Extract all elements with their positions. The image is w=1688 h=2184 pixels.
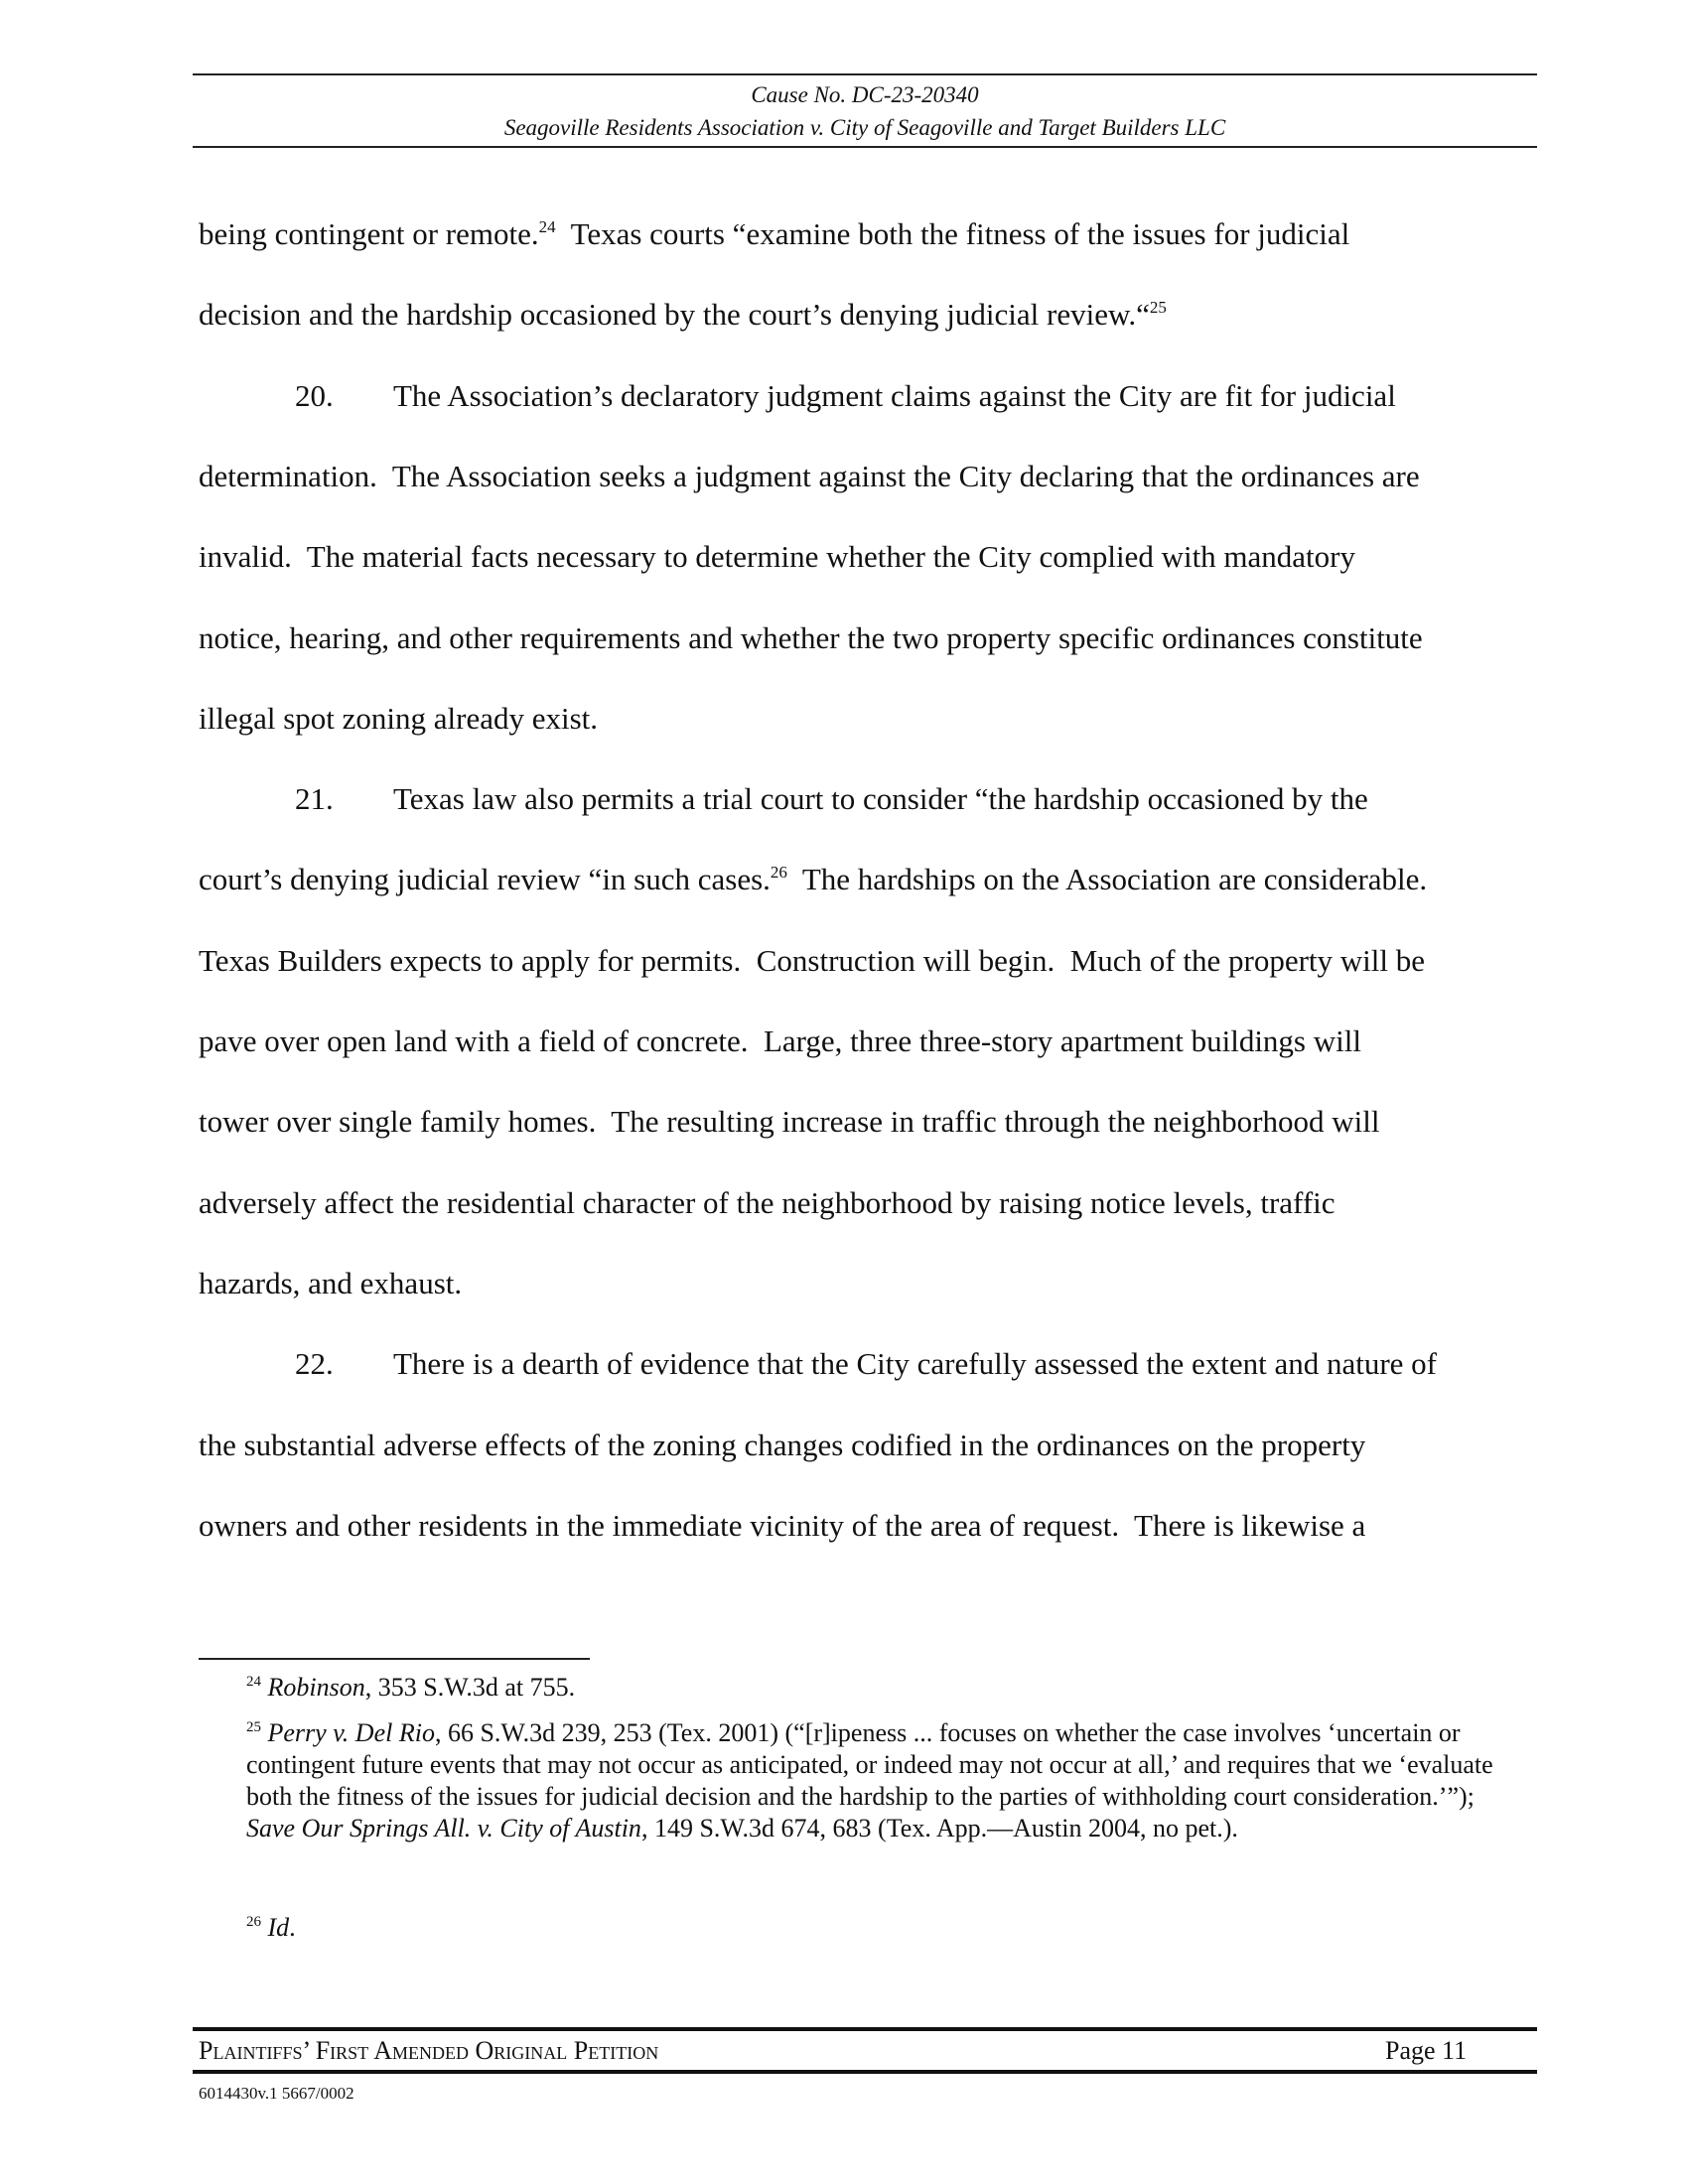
footnote-26 <box>199 1912 1529 1944</box>
body-text-span: The hardships on the Association are considerable. <box>786 862 1428 896</box>
citation-text: , 353 S.W.3d at 755. <box>364 1673 576 1702</box>
citation-text: . <box>289 1913 296 1942</box>
document-title: Plaintiffs’ First Amended Original Petition <box>199 2036 659 2065</box>
body-line: determination. The Association seeks a judgment against the City declaring that the ordinances are <box>199 459 1420 493</box>
body-text-span: decision and the hardship occasioned by the court’s denying judicial review.“ <box>199 297 1150 332</box>
case-caption: Seagoville Residents Association v. City of Seagoville and Target Builders LLC <box>503 115 1226 140</box>
page-number: Page 11 <box>1385 2036 1468 2065</box>
body-line: hazards, and exhaust. <box>199 1266 463 1300</box>
footnote-reference: 25 <box>1149 298 1167 317</box>
body-line: the substantial adverse effects of the zoning changes codified in the ordinances on the property <box>199 1428 1366 1462</box>
body-text-span: being contingent or remote. <box>199 216 539 251</box>
header-rule-bottom <box>193 146 1537 148</box>
footnote-reference: 26 <box>770 863 787 882</box>
body-line: Texas Builders expects to apply for permits. Construction will begin. Much of the property will be <box>199 943 1426 978</box>
header-rule-top <box>193 73 1537 75</box>
footnote-number: 26 <box>246 1914 261 1930</box>
body-line: invalid. The material facts necessary to determine whether the City complied with mandatory <box>199 539 1355 574</box>
body-line: The Association’s declaratory judgment claims against the City are fit for judicial <box>393 378 1396 413</box>
case-name: Id <box>267 1913 290 1942</box>
footnote-separator <box>199 1658 590 1660</box>
citation-text: , 149 S.W.3d 674, 683 (Tex. App.—Austin 2004, no pet.). <box>640 1814 1238 1843</box>
cause-number: Cause No. DC-23-20340 <box>751 82 979 107</box>
footnote-24 <box>199 1672 1529 1704</box>
paragraph-number: 20. <box>295 378 334 413</box>
body-line: illegal spot zoning already exist. <box>199 701 599 736</box>
footer-rule-top <box>193 2027 1537 2031</box>
paragraph-number: 21. <box>295 781 334 816</box>
body-line: Texas law also permits a trial court to consider “the hardship occasioned by the <box>393 781 1368 816</box>
case-name: Perry v. Del Rio <box>267 1718 435 1747</box>
case-name: Save Our Springs All. v. City of Austin <box>246 1814 641 1843</box>
footnote-number: 25 <box>246 1719 261 1735</box>
paragraph-number: 22. <box>295 1346 334 1381</box>
body-line: adversely affect the residential character of the neighborhood by raising notice levels, traffic <box>199 1185 1336 1220</box>
document-id: 6014430v.1 5667/0002 <box>199 2084 354 2103</box>
body-line: tower over single family homes. The resulting increase in traffic through the neighborhood will <box>199 1104 1380 1139</box>
body-text-span: court’s denying judicial review “in such cases. <box>199 862 771 896</box>
case-name: Robinson <box>267 1673 365 1702</box>
body-line <box>199 860 1427 899</box>
body-line: pave over open land with a field of concrete. Large, three three-story apartment buildings will <box>199 1024 1361 1058</box>
body-line: There is a dearth of evidence that the City carefully assessed the extent and nature of <box>393 1346 1437 1381</box>
footnote-number: 24 <box>246 1674 261 1690</box>
citation-text: , 66 S.W.3d 239, 253 (Tex. 2001) (“[r]ipeness ... focuses on whether the case involves ‘uncertain or contingent future events that may not occur as anticipated, or indeed may not occur at all,’ and requires that we ‘evaluate both the fitness of the issues for judicial decision and the hardship to the parties of withholding court consideration.’”); <box>246 1718 1493 1811</box>
footnote-25 <box>199 1717 1529 1844</box>
body-line: notice, hearing, and other requirements and whether the two property specific ordinances constitute <box>199 620 1423 655</box>
body-text-span: Texas courts “examine both the fitness of the issues for judicial <box>555 216 1350 251</box>
body-line <box>199 295 1167 335</box>
footer-rule-bottom <box>193 2070 1537 2074</box>
body-line: owners and other residents in the immediate vicinity of the area of request. There is likewise a <box>199 1508 1366 1543</box>
footnote-reference: 24 <box>538 217 556 236</box>
body-line <box>199 214 1349 254</box>
